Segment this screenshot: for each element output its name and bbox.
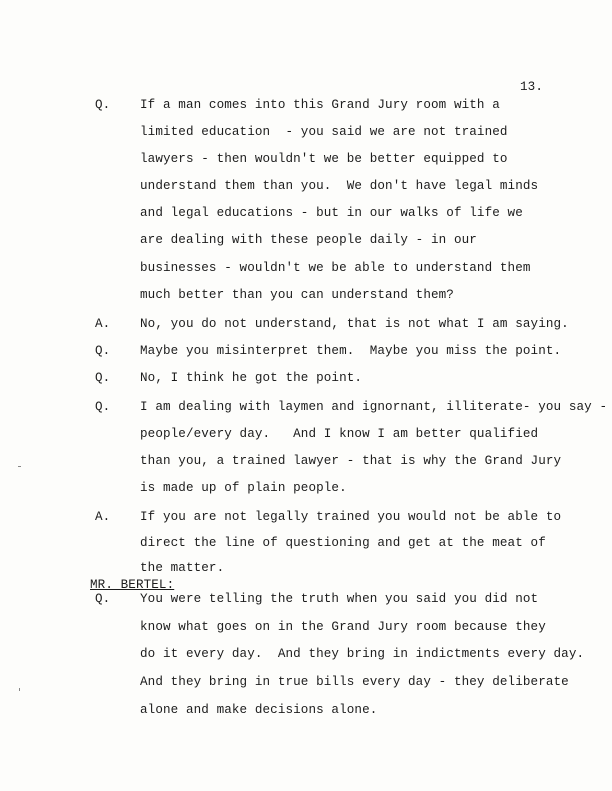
- text-line: understand them than you. We don't have legal minds: [140, 179, 539, 193]
- speaker-label: MR. BERTEL:: [90, 578, 175, 592]
- text-line: much better than you can understand them?: [140, 288, 454, 302]
- text-line: I am dealing with laymen and ignornant, illiterate- you say -: [140, 400, 608, 414]
- label-a-1: A.: [95, 317, 111, 331]
- label-q-1: Q.: [95, 98, 111, 112]
- text-line: the matter.: [140, 561, 225, 575]
- label-q-4: Q.: [95, 400, 111, 414]
- label-q-3: Q.: [95, 371, 111, 385]
- text-line: alone and make decisions alone.: [140, 703, 378, 717]
- text-line: do it every day. And they bring in indictments every day.: [140, 647, 585, 661]
- text-line: is made up of plain people.: [140, 481, 347, 495]
- text-line: are dealing with these people daily - in our: [140, 233, 477, 247]
- text-line: know what goes on in the Grand Jury room because they: [140, 620, 546, 634]
- text-line: than you, a trained lawyer - that is why the Grand Jury: [140, 454, 562, 468]
- label-q-5: Q.: [95, 592, 111, 606]
- text-line: If you are not legally trained you would not be able to: [140, 510, 562, 524]
- text-line: If a man comes into this Grand Jury room with a: [140, 98, 500, 112]
- text-line: No, I think he got the point.: [140, 371, 363, 385]
- label-a-2: A.: [95, 510, 111, 524]
- scan-speck: [19, 688, 20, 691]
- text-line: lawyers - then wouldn't we be better equipped to: [140, 152, 508, 166]
- text-line: No, you do not understand, that is not what I am saying.: [140, 317, 569, 331]
- page-number: 13.: [520, 80, 543, 94]
- text-line: businesses - wouldn't we be able to understand them: [140, 261, 531, 275]
- text-line: direct the line of questioning and get at the meat of: [140, 536, 546, 550]
- text-line: And they bring in true bills every day - they deliberate: [140, 675, 569, 689]
- text-line: Maybe you misinterpret them. Maybe you miss the point.: [140, 344, 562, 358]
- text-line: and legal educations - but in our walks of life we: [140, 206, 523, 220]
- text-line: people/every day. And I know I am better qualified: [140, 427, 539, 441]
- text-line: limited education - you said we are not trained: [140, 125, 508, 139]
- text-line: You were telling the truth when you said you did not: [140, 592, 539, 606]
- scan-speck: [18, 466, 21, 467]
- label-q-2: Q.: [95, 344, 111, 358]
